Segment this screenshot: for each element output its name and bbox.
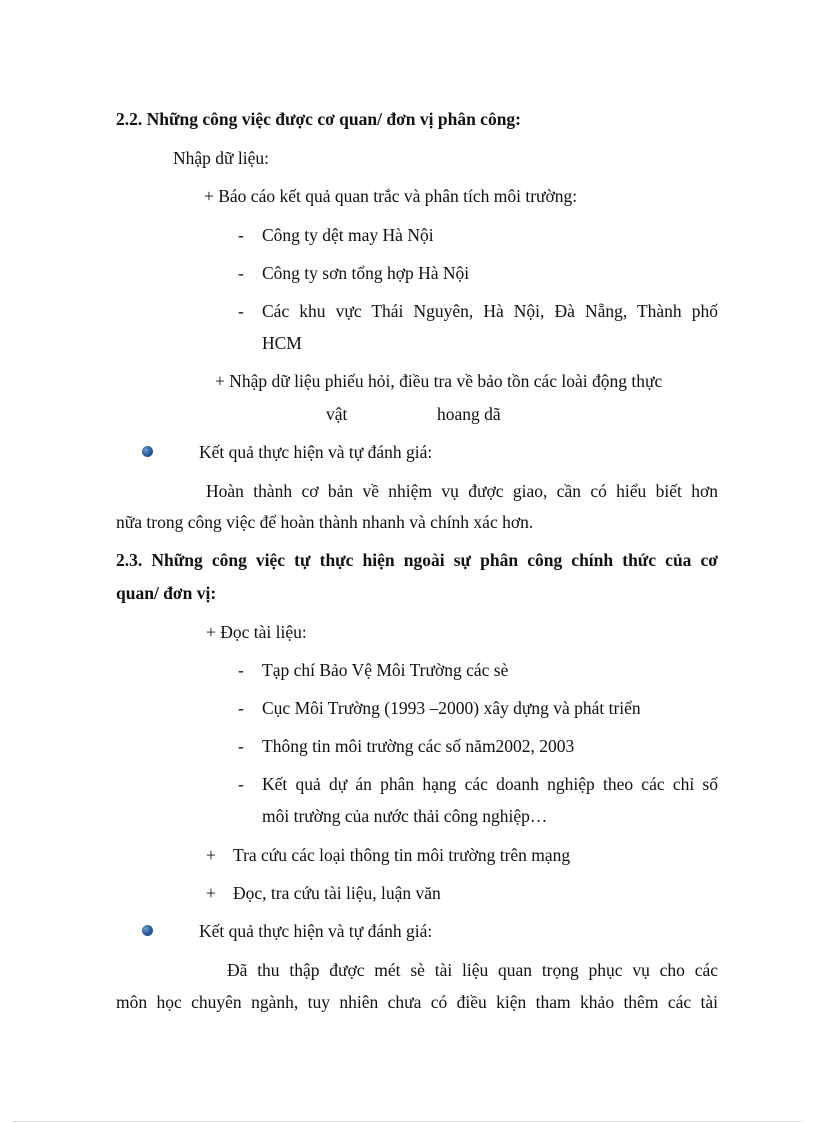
result-label: Kết quả thực hiện và tự đánh giá: <box>199 921 433 941</box>
list-item: Các khu vực Thái Nguyên, Hà Nội, Đà Nẵng, Thành phố <box>262 301 718 321</box>
list-item-continuation: môi trường của nước thải công nghiệp… <box>262 806 548 826</box>
dash-marker: - <box>238 263 244 283</box>
dash-marker: - <box>238 736 244 756</box>
paragraph-line: Đã thu thập được mét sè tài liệu quan trọng phục vụ cho các <box>227 960 718 980</box>
section-heading-2-3-cont: quan/ đơn vị: <box>116 583 217 603</box>
item-tra-cuu: Tra cứu các loại thông tin môi trường trên mạng <box>233 845 571 865</box>
bullet-icon <box>142 925 153 936</box>
paragraph-line: nữa trong công việc để hoàn thành nhanh và chính xác hơn. <box>116 512 534 532</box>
dash-marker: - <box>238 660 244 680</box>
plus-marker: + <box>206 883 216 903</box>
dash-marker: - <box>238 225 244 245</box>
bullet-icon <box>142 446 153 457</box>
item-phieu-hoi-word-hoang-da: hoang dã <box>437 404 501 424</box>
list-item: Kết quả dự án phân hạng các doanh nghiệp theo các chỉ số <box>262 774 718 794</box>
item-phieu-hoi: + Nhập dữ liệu phiếu hỏi, điều tra về bảo tồn các loài động thực <box>215 371 663 391</box>
paragraph-line: môn học chuyên ngành, tuy nhiên chưa có điều kiện tham khảo thêm các tài <box>116 992 718 1012</box>
list-item-continuation: HCM <box>262 333 302 353</box>
item-phieu-hoi-word-vat: vật <box>326 404 348 424</box>
paragraph-line: Hoàn thành cơ bản về nhiệm vụ được giao, cần có hiểu biết hơn <box>206 481 718 501</box>
dash-marker: - <box>238 301 244 321</box>
dash-marker: - <box>238 774 244 794</box>
list-item: Tạp chí Bảo Vệ Môi Trường các sè <box>262 660 509 680</box>
result-label: Kết quả thực hiện và tự đánh giá: <box>199 442 433 462</box>
dash-marker: - <box>238 698 244 718</box>
list-item: Công ty sơn tổng hợp Hà Nội <box>262 263 470 283</box>
section-heading-2-3: 2.3. Những công việc tự thực hiện ngoài sự phân công chính thức của cơ <box>116 550 718 570</box>
item-bao-cao: + Báo cáo kết quả quan trắc và phân tích môi trường: <box>204 186 578 206</box>
list-item: Công ty dệt may Hà Nội <box>262 225 434 245</box>
page-break-divider <box>14 1121 802 1122</box>
subheading-nhap-du-lieu: Nhập dữ liệu: <box>173 148 269 168</box>
list-item: Cục Môi Trường (1993 –2000) xây dựng và phát triển <box>262 698 641 718</box>
plus-marker: + <box>206 845 216 865</box>
list-item: Thông tin môi trường các số năm2002, 2003 <box>262 736 575 756</box>
item-doc-tra-cuu: Đọc, tra cứu tài liệu, luận văn <box>233 883 441 903</box>
section-heading-2-2: 2.2. Những công việc được cơ quan/ đơn vị phân công: <box>116 109 522 129</box>
item-doc-tai-lieu: + Đọc tài liệu: <box>206 622 307 642</box>
